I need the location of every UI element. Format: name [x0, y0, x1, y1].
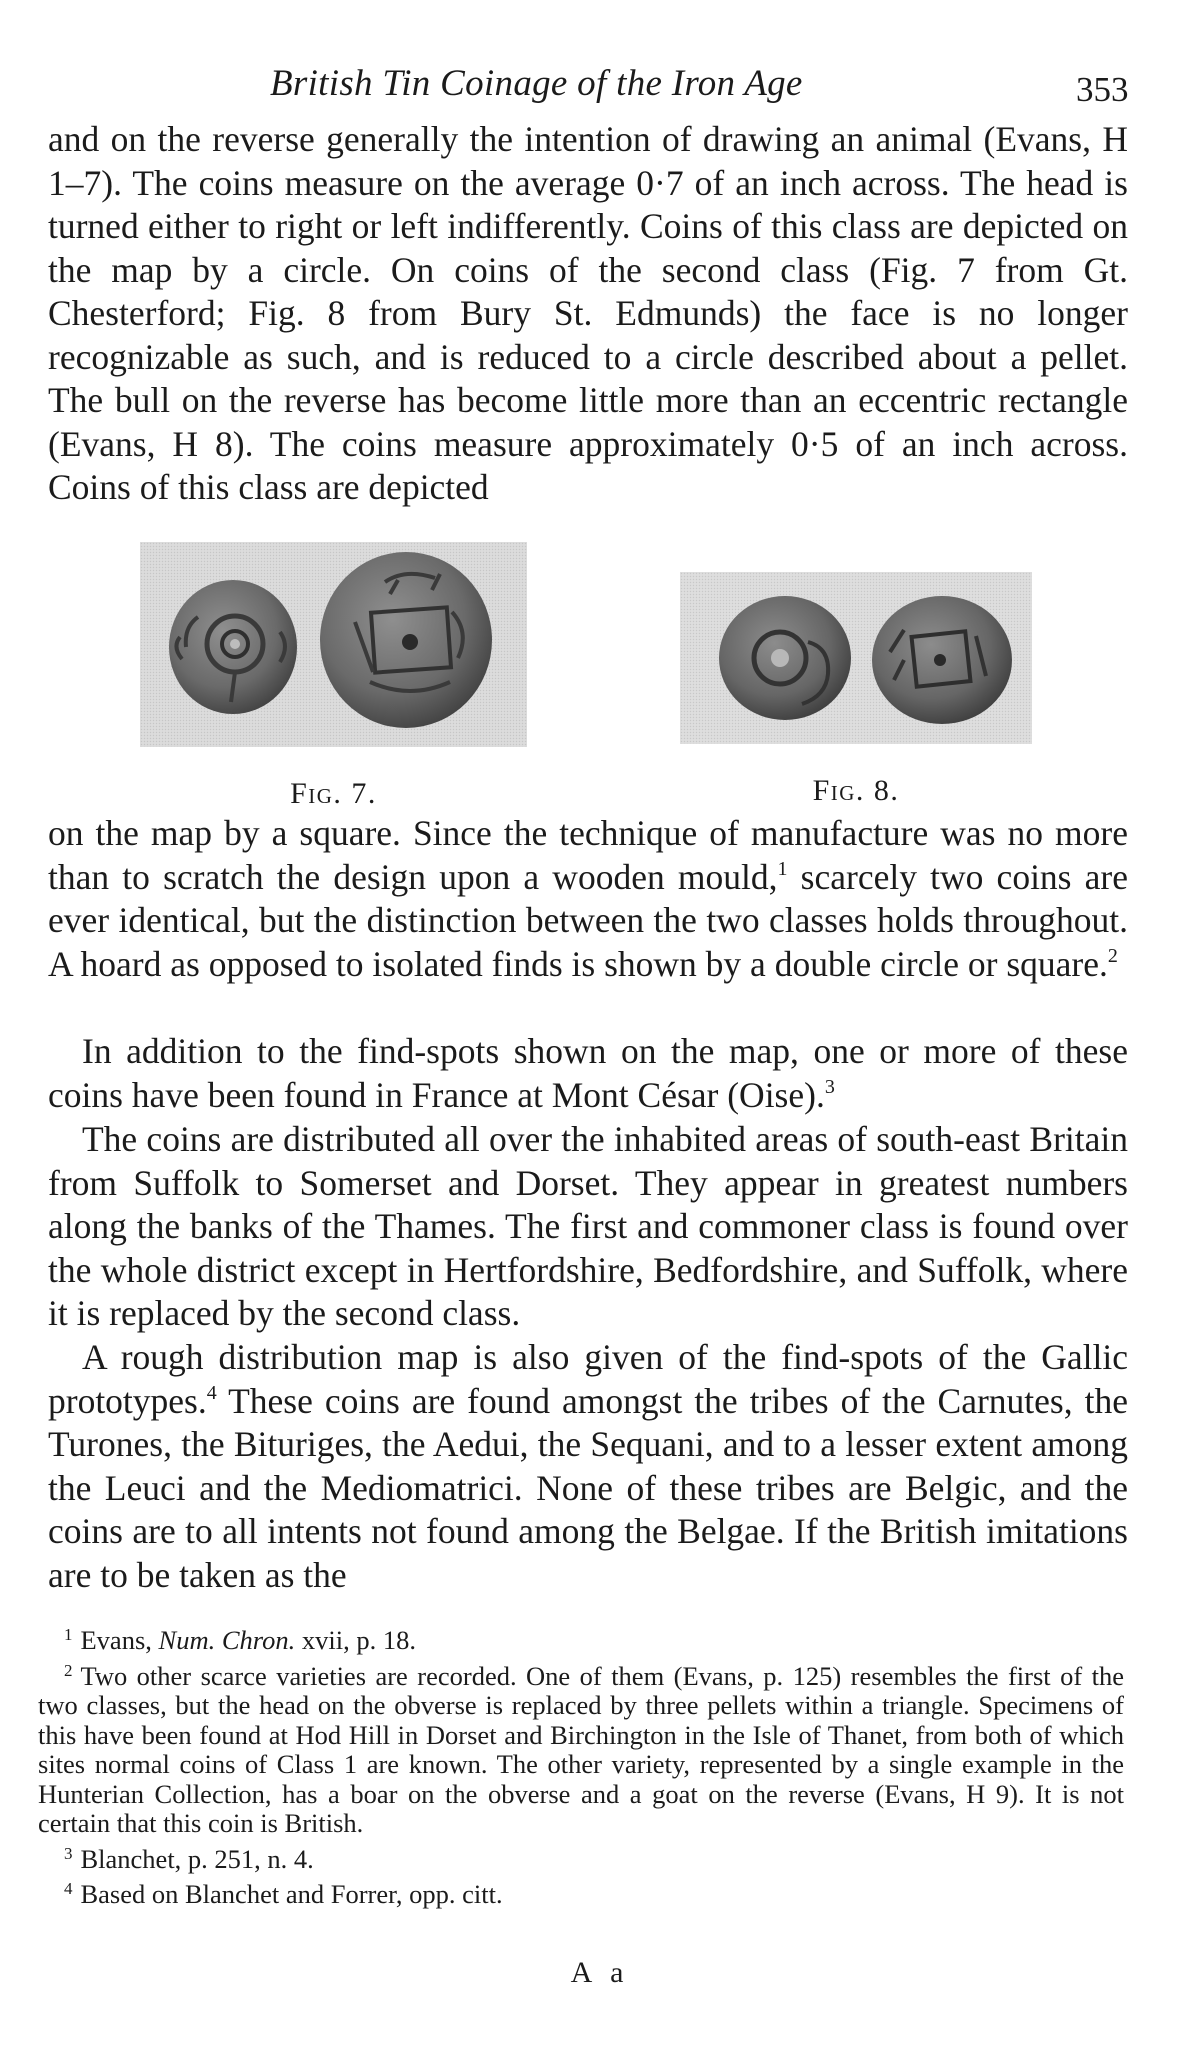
- footnote-number: 2: [64, 1660, 73, 1680]
- paragraph-5-text-a: A rough distribution map is also given of the find-spots of the Gallic prototypes.: [48, 1337, 1128, 1421]
- footnote-ref-3: 3: [824, 1075, 835, 1098]
- paragraph-2-text-b: scarcely two coins are ever identical, but the distinction between the two classes holds throughout. A hoard as opposed to isolated finds is shown by a double circle or square.: [48, 856, 1129, 984]
- coin-obverse: [719, 596, 851, 720]
- page-number: 353: [1076, 70, 1129, 109]
- paragraph-2-text-a: on the map by a square. Since the technique of manufacture was no more than to scratch the design upon a wooden mould,: [48, 813, 1128, 897]
- figure-8-caption: Fig. 8.: [812, 774, 900, 807]
- paragraph-4: The coins are distributed all over the inhabited areas of south-east Britain from Suffolk to Somerset and Dorset. They appear in greatest numbers along the banks of the Thames. The first and commoner class is found over the whole district except in Hertfordshire, Bedfordshire, and Suffolk, where it is replaced by the second class.: [48, 1119, 1128, 1333]
- footnote-3: [38, 1839, 1124, 1875]
- footnote-1-text-a: Evans,: [80, 1625, 159, 1655]
- footnote-2: [38, 1656, 1124, 1839]
- page-header: [0, 62, 1200, 118]
- coin-plate-fig-7: [140, 542, 527, 747]
- footnote-number: 4: [64, 1879, 73, 1898]
- paragraph-2: [48, 812, 1128, 986]
- coin-reverse: [320, 552, 492, 728]
- figure-7-caption: Fig. 7.: [290, 777, 377, 810]
- running-title: British Tin Coinage of the Iron Age: [270, 63, 803, 104]
- footnote-1: [38, 1620, 1124, 1656]
- footnote-number: 3: [64, 1843, 73, 1863]
- coin-obverse: [169, 580, 297, 714]
- footnote-4-text: Based on Blanchet and Forrer, opp. citt.: [80, 1879, 503, 1909]
- figure-7: [140, 542, 527, 811]
- coin-plate-fig-8: [680, 572, 1032, 744]
- footnote-ref-1: 1: [777, 857, 788, 880]
- paragraph-1: and on the reverse generally the intention of drawing an animal (Evans, H 1–7). The coins measure on the average 0·7 of an inch across. The head is turned either to right or left indifferently. Coins of this class are depicted on the map by a circle. On coins of the second class (Fig. 7 from Gt. Chesterford; Fig. 8 from Bury St. Edmunds) the face is no longer recognizable as such, and is reduced to a circle described about a pellet. The bull on the reverse has become little more than an eccentric rectangle (Evans, H 8). The coins measure approximately 0·5 of an inch across. Coins of this class are depicted: [48, 119, 1128, 507]
- footnote-ref-4: 4: [206, 1381, 217, 1404]
- paragraph-3-text: In addition to the find-spots shown on the map, one or more of these coins have been found in France at Mont César (Oise).: [48, 1031, 1128, 1115]
- paragraph-3: [48, 1030, 1128, 1117]
- footnote-3-text: Blanchet, p. 251, n. 4.: [80, 1843, 314, 1874]
- signature-mark: A a: [570, 1956, 630, 1989]
- footnote-2-text: Two other scarce varieties are recorded. One of them (Evans, p. 125) resembles the first of the two classes, but the head on the obverse is replaced by three pellets within a triangle. Specimens of this have been found at Hod Hill in Dorset and Birchington in the Isle of Thanet, from both of which sites normal coins of Class 1 are known. The other variety, represented by a single example in the Hunterian Collection, has a boar on the obverse and a goat on the reverse (Evans, H 9). It is not certain that this coin is British.: [38, 1660, 1124, 1838]
- footnote-ref-2: 2: [1107, 944, 1118, 967]
- footnote-1-journal: Num. Chron.: [158, 1625, 296, 1655]
- footnotes: [38, 1620, 1124, 1910]
- footnote-1-text-b: xvii, p. 18.: [295, 1625, 416, 1655]
- figure-8: [680, 572, 1032, 808]
- coin-reverse: [872, 596, 1012, 724]
- paragraph-5: [48, 1336, 1128, 1597]
- paragraph-5-text-b: These coins are found amongst the tribes of the Carnutes, the Turones, the Bituriges, the Aedui, the Sequani, and to a lesser extent among the Leuci and the Mediomatrici. None of these tribes are Belgic, and the coins are to all intents not found among the Belgae. If the British imitations are to be taken as the: [48, 1380, 1128, 1595]
- footnote-4: [38, 1874, 1124, 1910]
- footnote-number: 1: [64, 1625, 73, 1644]
